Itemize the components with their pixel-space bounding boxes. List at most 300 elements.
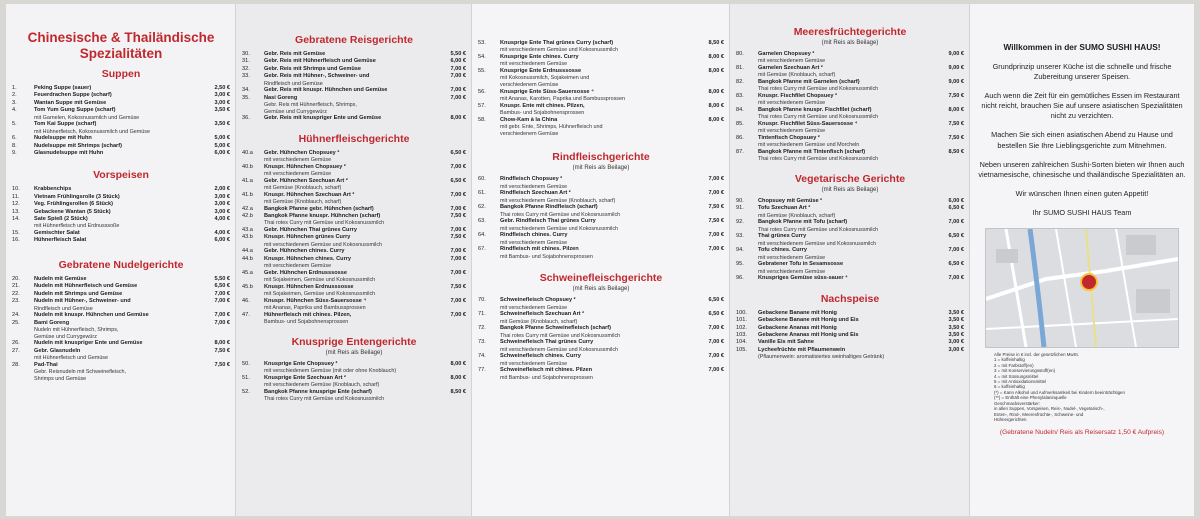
menu-item (12, 186, 230, 193)
item-name: Gebackene Banane mit Honig (758, 309, 837, 316)
section-title: Schweinefleischgerichte (539, 272, 663, 285)
item-name: Nudeln mit knuspriger Ente und Gemüse (34, 340, 143, 347)
item-price: 7,50 € (948, 121, 964, 127)
section-title: Gebratene Nudelgerichte (58, 258, 184, 271)
footer-note: (Gebratene Nudeln/ Reis als Reisersatz 1,50 € Aufpreis) (999, 429, 1165, 437)
item-number: 81. (736, 65, 744, 71)
restaurant-marker-icon[interactable] (1080, 273, 1098, 291)
item-description: mit Garnelen, Kokosnussmilch und Gemüse (34, 114, 140, 121)
item-description: mit Ananas, Paprika und Bambussprossen (264, 305, 366, 312)
menu-item (12, 237, 230, 244)
item-price: 7,00 € (450, 163, 466, 170)
panel-seafood-veg-dessert (730, 4, 970, 516)
menu-title-line2: Spezialitäten (79, 46, 163, 61)
item-number: 4. (12, 107, 17, 114)
item-name: Tintenfisch Chopsuey ² (758, 135, 820, 141)
item-number: 35. (242, 94, 250, 101)
menu-item (736, 121, 964, 128)
item-price: 9,00 € (948, 65, 964, 71)
item-name: Gebr. Reis mit Hühner-, Schweiner- und (264, 73, 370, 80)
menu-item (736, 149, 964, 156)
item-name: Knuspr. Fischfilet Chopsuey ² (758, 93, 837, 99)
item-number: 27. (12, 347, 20, 354)
item-price: 7,00 € (708, 190, 724, 197)
item-name: Tom Kai Suppe (scharf) (34, 121, 97, 128)
item-price: 7,50 € (214, 347, 230, 354)
item-name: Gebr. Rindfleisch Thai grünes Curry (500, 218, 596, 225)
menu-item (478, 218, 724, 225)
item-number: 16. (12, 237, 20, 244)
item-price: 3,50 € (948, 309, 964, 316)
item-price: 6,50 € (450, 149, 466, 156)
item-name: Nasi Goreng (264, 94, 298, 101)
item-price: 3,00 € (214, 208, 230, 215)
item-description: mit Sojakeimen, Gemüse und Kokosnussmilch (264, 277, 376, 284)
item-description: mit Gemüse (Knoblauch, scharf) (264, 199, 342, 206)
item-name: Knuspr. Hühnchen Chopsuey ² (264, 163, 346, 170)
item-name: Chopsuey mit Gemüse ² (758, 198, 823, 204)
menu-item (12, 320, 230, 327)
item-description: mit verschiedenem Gemüse (758, 268, 826, 275)
item-description: Thai rotes Curry mit Gemüse und Kokosnussmilch (758, 156, 879, 163)
welcome-paragraph: Neben unseren zahlreichen Sushi-Sorten bieten wir Ihnen auch vietnamesische, chinesische und thailändische Spezialitäten an. (978, 159, 1186, 179)
item-number: 24. (12, 312, 20, 319)
item-price: 3,50 € (214, 107, 230, 114)
menu-item (736, 317, 964, 324)
menu-item (736, 339, 964, 346)
item-price: 2,50 € (214, 85, 230, 91)
item-description: mit Bambus- und Sojabohnensprossen (500, 374, 593, 381)
item-description: mit verschiedenem Gemüse und Kokosnussmilch (758, 240, 877, 247)
item-description: (Pflaumenwein: aromatisiertes weinhaltiges Getränk) (758, 354, 885, 361)
item-number: 46. (242, 297, 250, 304)
item-description: mit verschiedenem Gemüse und Kokosnussmilch (500, 346, 619, 353)
item-price: 3,00 € (214, 92, 230, 99)
item-description: mit Gemüse (Knoblauch, scharf) (758, 72, 836, 79)
item-number: 70. (478, 297, 486, 304)
item-name: Pad-Thai (34, 361, 58, 368)
menu-item (12, 283, 230, 290)
menu-item (242, 51, 466, 58)
item-price: 7,00 € (450, 227, 466, 234)
menu-item (242, 192, 466, 199)
item-number: 31. (242, 58, 250, 65)
item-number: 8. (12, 142, 17, 149)
section-title: Vorspeisen (93, 169, 149, 182)
welcome-paragraphs (976, 62, 1188, 218)
item-name: Knuspr. Ente mit chines. Pilzen, (500, 102, 585, 109)
menu-section (242, 336, 466, 403)
menu-item (242, 66, 466, 73)
item-description: mit verschiedenem Gemüse (758, 58, 826, 65)
item-name: Veg. Frühlingsrollen (6 Stück) (34, 201, 113, 208)
menu-item (736, 332, 964, 339)
item-description: mit Gemüse (Knoblauch, scharf) (500, 318, 578, 325)
item-price: 7,00 € (450, 248, 466, 255)
menu-item (12, 348, 230, 355)
item-description: mit Hühnerfleisch und Gemüse (34, 354, 109, 361)
item-number: 51. (242, 374, 250, 381)
item-number: 80. (736, 51, 744, 57)
welcome-paragraph: Grundprinzip unserer Küche ist die schnelle und frische Zubereitung unserer Speisen. (992, 62, 1172, 82)
item-number: 72. (478, 325, 486, 332)
item-number: 103. (736, 332, 747, 339)
item-price: 5,50 € (450, 51, 466, 57)
item-name: Rindfleisch chines. Curry (500, 232, 568, 239)
item-number: 45.a (242, 269, 253, 276)
item-name: Bami Goreng (34, 319, 70, 326)
item-price: 7,00 € (214, 290, 230, 297)
legend-item: (**) = Enthält eine Phenylalaninquelle (994, 395, 1067, 401)
menu-item (478, 204, 724, 211)
menu-item (242, 213, 466, 220)
menu-section (736, 293, 964, 361)
item-name: Sate Spieß (2 Stück) (34, 216, 88, 223)
menu-item (736, 275, 964, 282)
item-price: 6,50 € (450, 177, 466, 184)
menu-item (736, 107, 964, 114)
item-description: mit verschiedenem Gemüse und Kokosnussmilch (264, 241, 383, 248)
menu-item (12, 216, 230, 223)
item-description: Thai rotes Curry mit Gemüse und Kokosnussmilch (264, 220, 385, 227)
item-name: Knuspr. Hühnchen grünes Curry (264, 234, 351, 241)
item-description: mit Kokosnussmilch, Sojakeimen und (500, 75, 590, 82)
item-number: 36. (242, 115, 250, 122)
menu-item-list (242, 361, 466, 403)
menu-item (242, 312, 466, 319)
item-price: 7,00 € (708, 325, 724, 332)
item-price: 8,00 € (450, 360, 466, 367)
item-description: Thai rotes Curry mit Gemüse und Kokosnussmilch (758, 114, 879, 121)
menu-item (12, 150, 230, 157)
item-price: 7,00 € (948, 275, 964, 282)
item-description: mit verschiedenem Gemüse und Kokosnussmilch (500, 47, 619, 54)
item-price: 7,00 € (450, 94, 466, 101)
item-price: 3,50 € (948, 332, 964, 339)
menu-item (736, 310, 964, 317)
item-number: 84. (736, 107, 744, 113)
item-name: Garnelen Szechuan Art ² (758, 65, 823, 71)
item-number: 55. (478, 68, 486, 74)
welcome-title: Willkommen in der SUMO SUSHI HAUS! (1003, 42, 1161, 52)
price-legend (976, 352, 1188, 422)
item-price: 7,50 € (450, 283, 466, 290)
item-description: Bambus- und Sojabohnensprossen (264, 319, 349, 326)
item-price: 3,00 € (948, 339, 964, 346)
item-number: 77. (478, 367, 486, 374)
section-subtitle: (mit Reis als Beilage) (572, 165, 630, 172)
menu-item (478, 117, 724, 124)
menu-item (478, 232, 724, 239)
menu-item (478, 40, 724, 47)
item-name: Tofu Szechuan Art ² (758, 205, 811, 212)
item-description: mit verschiedenem Gemüse (Knoblauch, scharf) (264, 382, 380, 389)
panel-welcome (970, 4, 1194, 516)
legend-item: 1 = koffeinhaltig (994, 357, 1025, 363)
panel4-sections (736, 4, 964, 361)
item-description: mit verschiedenem Gemüse (500, 360, 568, 367)
menu-item (12, 85, 230, 92)
item-name: Gebr. Reis mit Shrimps und Gemüse (264, 65, 361, 72)
section-subtitle: (mit Reis als Beilage) (821, 40, 879, 46)
item-number: 82. (736, 79, 744, 85)
panel-rice-chicken-duck (236, 4, 472, 516)
item-name: Knuspr. Hühnchen Süss-Sauersosse ⁴ (264, 297, 367, 304)
item-name: Schweinefleisch mit chines. Pilzen (500, 367, 593, 374)
item-description: mit verschiedenem Gemüse und Morcheln (758, 142, 860, 149)
item-price: 7,50 € (450, 213, 466, 220)
item-description: mit verschiedenem Gemüse (758, 128, 826, 135)
menu-item (12, 107, 230, 114)
item-number: 93. (736, 233, 744, 240)
panel2-sections (242, 4, 466, 403)
menu-item (12, 143, 230, 150)
item-number: 54. (478, 54, 486, 60)
item-number: 86. (736, 135, 744, 141)
item-name: Knuspr. Hühnchen chines. Curry (264, 255, 352, 262)
item-price: 3,00 € (948, 346, 964, 353)
section-title: Hühnerfleischgerichte (298, 132, 410, 145)
item-name: Bangkok Pfanne knuspr. Hühnchen (scharf) (264, 213, 381, 220)
item-number: 85. (736, 121, 744, 127)
item-price: 3,00 € (214, 193, 230, 200)
item-price: 8,50 € (708, 40, 724, 46)
item-number: 44.a (242, 248, 253, 255)
item-description: Thai rotes Curry mit Gemüse und Kokosnussmilch (758, 86, 879, 93)
item-description: Thai rotes Curry mit Gemüse und Kokosnussmilch (500, 211, 621, 218)
item-description: Shrimps und Gemüse (34, 375, 87, 382)
item-price: 7,50 € (708, 218, 724, 225)
item-number: 105. (736, 346, 747, 353)
item-price: 9,00 € (948, 51, 964, 57)
item-price: 6,50 € (708, 311, 724, 318)
section-subtitle: (mit Reis als Beilage) (572, 286, 630, 293)
item-name: Schweinefleisch Szechuan Art ² (500, 311, 585, 318)
menu-item (242, 270, 466, 277)
item-number: 22. (12, 290, 20, 297)
menu-item (736, 347, 964, 354)
menu-item (736, 247, 964, 254)
item-price: 4,00 € (214, 216, 230, 223)
item-description: mit Gemüse (Knoblauch, scharf) (264, 185, 342, 192)
menu-item (736, 325, 964, 332)
legend-item: (*) = Kann Alkohol und Aufmerksamkeit bei Kindern beeinträchtigen (994, 389, 1125, 395)
item-price: 8,00 € (708, 68, 724, 74)
item-number: 25. (12, 319, 20, 326)
item-name: Bangkok Pfanne Rindfleisch (scharf) (500, 204, 598, 211)
item-price: 3,50 € (948, 324, 964, 331)
item-price: 6,00 € (214, 150, 230, 157)
item-number: 100. (736, 309, 747, 316)
item-description: mit verschiedenem Gemüse (mit oder ohne Knoblauch) (264, 368, 397, 375)
item-description: mit Sojakeimen, Gemüse und Kokosnussmilch (264, 291, 376, 298)
item-name: Rindfleisch Szechuan Art ² (500, 190, 571, 197)
item-name: Gebackene Ananas mit Honig und Eis (758, 332, 859, 339)
menu-item (736, 233, 964, 240)
menu-item-list (478, 176, 724, 260)
menu-item (242, 375, 466, 382)
item-name: Nudelsuppe mit Huhn (34, 135, 92, 142)
item-description: mit Hühnerfleisch, Kokosnussmilch und Gemüse (34, 128, 150, 135)
item-price: 4,00 € (214, 230, 230, 237)
legend-item: Geschmacksverstärker: (994, 400, 1041, 406)
item-description: mit Bambus- und Sojabohnensprossen (500, 253, 593, 260)
item-price: 7,00 € (948, 247, 964, 254)
item-name: Schweinefleisch Chopsuey ² (500, 297, 576, 304)
item-number: 63. (478, 218, 486, 225)
item-name: Gebr. Reis mit Gemüse (264, 51, 326, 57)
item-number: 11. (12, 193, 20, 200)
item-number: 43.a (242, 227, 253, 234)
item-name: Bangkok Pfanne knuspr. Fischfilet (scharf) (758, 107, 872, 113)
item-number: 42.a (242, 205, 253, 212)
menu-item (478, 190, 724, 197)
menu-item-list (242, 150, 466, 326)
item-price: 7,00 € (948, 219, 964, 226)
legend-item: 4 = mit Süssungsmittel (994, 373, 1039, 379)
menu-item (242, 256, 466, 263)
item-description: Nudeln mit Hühnerfleisch, Shrimps, (34, 326, 119, 333)
menu-item (242, 206, 466, 213)
item-name: Rindfleisch Chopsuey ² (500, 176, 563, 183)
item-description: mit verschiedenem Gemüse (264, 263, 332, 270)
menu-item (736, 93, 964, 100)
item-name: Peking Suppe (sauer) (34, 85, 92, 91)
menu-item (242, 234, 466, 241)
item-name: Tofu chines. Curry (758, 247, 808, 254)
menu-item (12, 312, 230, 319)
section-title: Knusprige Entengerichte (291, 335, 417, 348)
item-name: Knuspr. Hühnchen Szechuan Art ² (264, 191, 355, 198)
item-price: 6,50 € (948, 233, 964, 240)
item-number: 83. (736, 93, 744, 99)
menu-item (478, 89, 724, 96)
item-name: Thai grünes Curry (758, 233, 807, 240)
location-map[interactable] (985, 228, 1179, 348)
item-number: 53. (478, 40, 486, 46)
menu-item (736, 205, 964, 212)
item-number: 10. (12, 186, 20, 193)
menu-item (242, 178, 466, 185)
item-name: Knusprige Ente Thai grünes Curry (scharf) (500, 40, 614, 46)
menu-item-list (736, 198, 964, 283)
item-price: 7,00 € (708, 339, 724, 346)
menu-section (12, 259, 230, 382)
item-price: 6,50 € (708, 297, 724, 304)
item-price: 8,00 € (708, 116, 724, 123)
menu-section (242, 133, 466, 326)
item-name: Knusprige Ente Szechuan Art ² (264, 374, 346, 381)
item-price: 8,00 € (450, 374, 466, 381)
menu-item (12, 340, 230, 347)
item-description: mit verschiedenem Gemüse (264, 171, 332, 178)
item-number: 47. (242, 311, 250, 318)
item-price: 5,00 € (214, 142, 230, 149)
item-number: 56. (478, 88, 486, 95)
section-title: Rindfleischgerichte (552, 151, 650, 164)
menu-item (12, 230, 230, 237)
item-description: Thai rotes Curry mit Gemüse und Kokosnussmilch (500, 332, 621, 339)
item-description: mit verschiedenem Gemüse (758, 254, 826, 261)
item-description: Gemüse und Currygewürz (34, 333, 97, 340)
item-number: 6. (12, 135, 17, 142)
item-number: 40.b (242, 163, 253, 170)
item-number: 41.a (242, 177, 253, 184)
menu-section (478, 151, 724, 260)
menu-item-list (12, 186, 230, 244)
menu-item (12, 194, 230, 201)
legend-items (994, 357, 1188, 422)
item-price: 7,00 € (708, 176, 724, 183)
item-name: Gebr. Reis mit knuspriger Ente und Gemüse (264, 115, 382, 122)
item-name: Gebackene Wantan (5 Stück) (34, 208, 111, 215)
menu-item-list (242, 51, 466, 123)
item-number: 32. (242, 65, 250, 72)
item-name: Nudelsuppe mit Shrimps (scharf) (34, 142, 122, 149)
item-name: Nudeln mit Shrimps und Gemüse (34, 290, 123, 297)
item-description: verschiedenem Gemüse (500, 130, 559, 137)
item-name: Gebr. Reis mit knuspr. Hühnchen und Gemüse (264, 87, 388, 94)
item-name: Gebr. Hühnchen Chopsuey ² (264, 149, 340, 156)
item-name: Vanille Eis mit Sahne (758, 339, 814, 346)
menu-item (242, 248, 466, 255)
menu-item (242, 73, 466, 80)
menu-item (478, 297, 724, 304)
item-number: 40.a (242, 149, 253, 156)
item-name: Bangkok Pfanne gebr. Hühnchen (scharf) (264, 205, 374, 212)
item-number: 23. (12, 298, 20, 305)
menu-item (478, 54, 724, 61)
item-name: Knusprige Ente Chopsuey ² (264, 360, 338, 367)
item-number: 5. (12, 121, 17, 128)
item-number: 9. (12, 150, 17, 157)
item-description: mit verschiedenem Gemüse (500, 183, 568, 190)
item-name: Wantan Suppe mit Gemüse (34, 99, 107, 106)
menu-item (12, 276, 230, 283)
item-price: 9,00 € (948, 79, 964, 85)
menu-item (478, 68, 724, 75)
item-price: 7,50 € (450, 234, 466, 241)
menu-item (242, 115, 466, 122)
item-price: 7,00 € (708, 353, 724, 360)
item-number: 13. (12, 208, 20, 215)
item-price: 8,00 € (948, 107, 964, 113)
item-description: mit Hühnerfleisch und Erdnusssoße (34, 223, 120, 230)
menu-section (736, 26, 964, 163)
item-description: Gemüse und Currygewürz (264, 108, 327, 115)
panel1-sections (12, 68, 230, 382)
section-title: Gebratene Reisgerichte (295, 34, 413, 46)
item-number: 14. (12, 216, 20, 223)
item-name: Rindfleisch mit chines. Pilzen (500, 246, 579, 253)
item-number: 102. (736, 324, 747, 331)
menu-item (12, 121, 230, 128)
item-name: Nudeln mit knuspr. Hühnchen und Gemüse (34, 312, 149, 319)
item-name: Hühnerfleisch Salat (34, 237, 87, 244)
item-number: 34. (242, 87, 250, 94)
item-number: 64. (478, 232, 486, 239)
menu-item (242, 164, 466, 171)
item-price: 7,00 € (450, 65, 466, 72)
menu-item-list (478, 297, 724, 381)
item-price: 8,00 € (708, 88, 724, 95)
menu-item (242, 58, 466, 65)
item-number: 41.b (242, 191, 253, 198)
menu-item (736, 198, 964, 205)
item-name: Gebratener Tofu in Sesamsosse (758, 261, 844, 268)
menu-section (242, 34, 466, 123)
item-number: 91. (736, 205, 744, 212)
